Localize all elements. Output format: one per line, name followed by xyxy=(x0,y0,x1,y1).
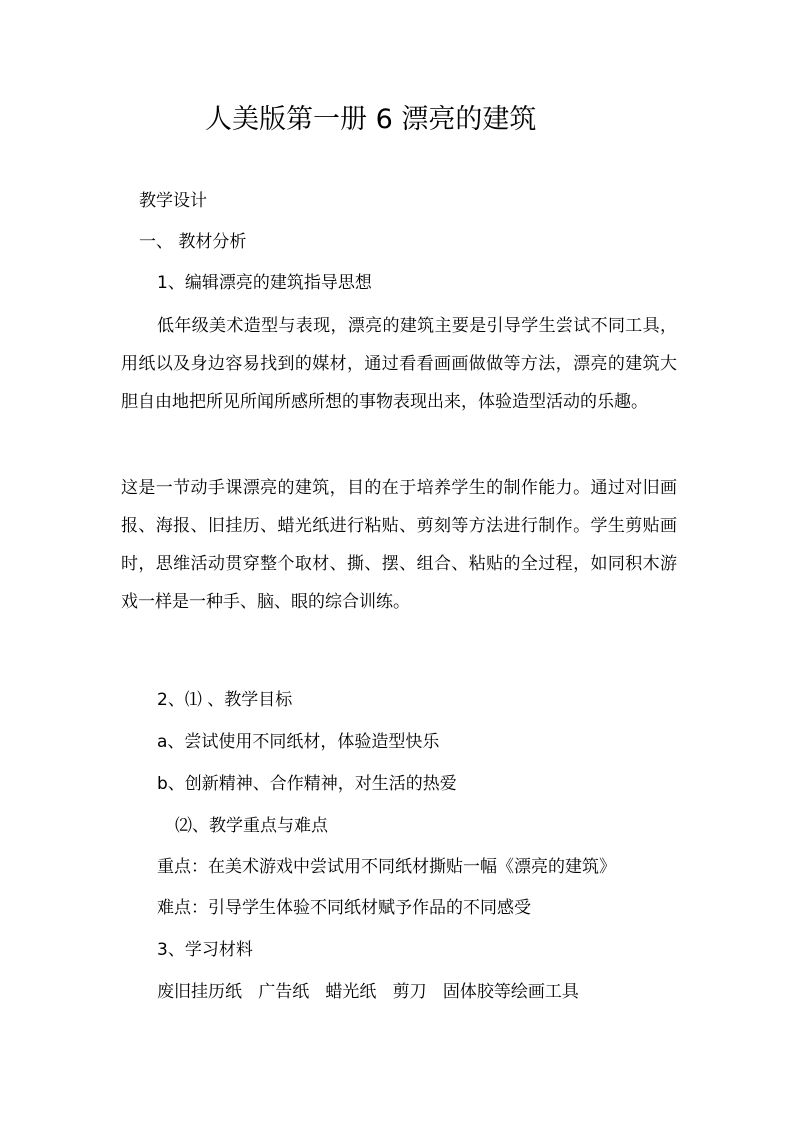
item-heading-teaching-goals: 2、⑴ 、教学目标 xyxy=(157,690,293,710)
document-title: 人美版第一册 6 漂亮的建筑 xyxy=(205,104,537,135)
paragraph-guiding-idea: 低年级美术造型与表现，漂亮的建筑主要是引导学生尝试不同工具，用纸以及身边容易找到的媒材，通过看看画画做做等方法，漂亮的建筑大胆自由地把所见所闻所感所想的事物表现出来，体验造型活动的乐趣。 xyxy=(121,316,677,412)
heading-teaching-design: 教学设计 xyxy=(139,191,207,211)
item-heading-learning-materials: 3、学习材料 xyxy=(157,940,253,960)
materials-list: 废旧挂历纸 广告纸 蜡光纸 剪刀 固体胶等绘画工具 xyxy=(157,982,579,1002)
item-heading-guiding-idea: 1、编辑漂亮的建筑指导思想 xyxy=(157,273,372,293)
section-heading-material-analysis: 一、 教材分析 xyxy=(139,232,247,252)
key-point: 重点：在美术游戏中尝试用不同纸材撕贴一幅《漂亮的建筑》 xyxy=(157,857,616,877)
sub-heading-key-difficult-points: ⑵、教学重点与难点 xyxy=(175,816,328,836)
paragraph-lesson-description: 这是一节动手课漂亮的建筑，目的在于培养学生的制作能力。通过对旧画报、海报、旧挂历、蜡光纸进行粘贴、剪刻等方法进行制作。学生剪贴画时，思维活动贯穿整个取材、撕、摆、组合、粘贴的全过程，如同积木游戏一样是一种手、脑、眼的综合训练。 xyxy=(121,478,677,612)
goal-b: b、创新精神、合作精神，对生活的热爱 xyxy=(157,774,457,794)
goal-a: a、尝试使用不同纸材，体验造型快乐 xyxy=(157,732,440,752)
difficult-point: 难点：引导学生体验不同纸材赋予作品的不同感受 xyxy=(157,898,531,918)
